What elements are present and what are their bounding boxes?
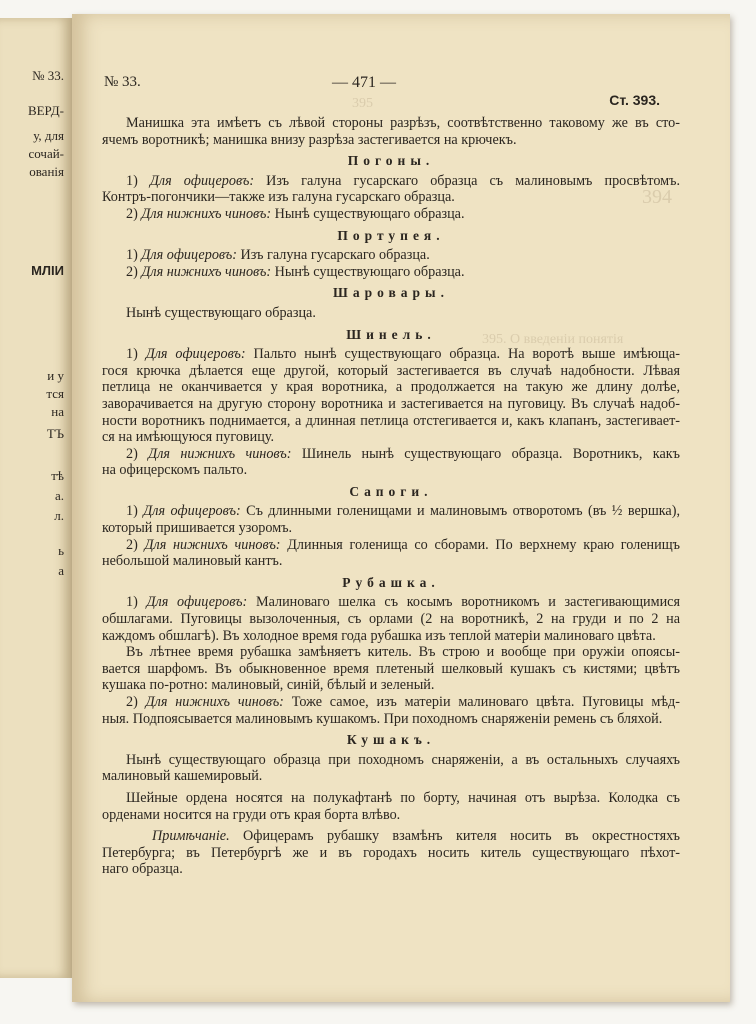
text-line [102,677,680,694]
item-label: Для нижнихъ чиновъ: [141,263,272,280]
text-line [102,553,680,570]
paragraph [102,446,680,479]
section-heading: Сапоги. [349,483,433,499]
facing-page-line: сочай- [28,146,64,161]
line-text: Въ лѣтнее время рубашка замѣняетъ китель. Въ строю и вообще при оружіи опоясы- [126,644,680,661]
line-text: заворачивается на другую сторону воротника и застегивается на пуговицу. Въ случаѣ надоб- [102,395,680,412]
line-text: Нынѣ существующаго образца. [271,263,465,280]
facing-page-line: ь [58,543,64,558]
item-number: 1) [126,594,147,611]
paragraph [102,173,680,206]
facing-page-line: ованія [29,164,64,179]
paragraph [102,115,680,148]
section [102,575,680,727]
item-number: 1) [126,172,150,189]
facing-page-line: л. [54,508,64,523]
paragraph [102,247,680,264]
line-text: Нынѣ существующаго образца. [126,304,316,321]
line-text: ся на имѣющуюся пуговицу. [102,429,275,446]
line-text: небольшой малиновый кантъ. [102,553,283,570]
section [102,327,680,479]
item-label: Для офицеровъ: [146,594,248,611]
text-line [102,807,680,824]
paragraph [102,346,680,446]
section-heading: Кушакъ. [346,732,436,748]
line-text: Изъ галуна гусарскаго образца съ малиновымъ просвѣтомъ. [254,172,681,189]
text-line [102,206,680,223]
line-text: Малиноваго шелка съ косымъ воротникомъ и застегивающимися [247,594,680,611]
text-line [102,247,680,264]
section-heading: Портупея. [337,227,445,243]
paragraph [102,594,680,644]
line-text: малиновый кашемировый. [102,768,263,785]
text-line [102,173,680,190]
facing-page-line: ВЕРД- [27,103,64,118]
text-line [102,264,680,281]
text-line [102,861,680,878]
line-text: Тоже самое, изъ матеріи малиноваго цвѣта. Пуговицы мѣд- [283,694,680,710]
facing-page-line: МЛІИ [31,263,64,278]
item-label: Для нижнихъ чиновъ: [141,205,272,222]
line-text: Шейные ордена носятся на полукафтанѣ по борту, начиная отъ вырѣза. Колодка съ [126,789,680,806]
text-line [102,132,680,149]
line-text: кушака по-ротно: малиновый, синій, бѣлый и зеленый. [102,677,435,694]
line-text: ячемъ воротникѣ; манишка внизу разрѣза застегивается на крючекъ. [102,131,517,148]
bleed-through-text: 394 [642,186,672,208]
item-label: Для офицеровъ: [145,346,246,363]
text-line [102,363,680,380]
item-number: 2) [126,694,146,710]
text-line [102,828,680,845]
text-line [102,446,680,463]
text-line [102,644,680,661]
line-text: орденами носится на груди отъ края борта влѣво. [102,806,401,823]
paragraph [102,206,680,223]
line-text: Контръ-погончики—также изъ галуна гусарскаго образца. [102,189,455,206]
facing-page-line: а [58,563,64,578]
line-text: Петербурга; въ Петербургѣ же и въ городахъ носить китель существующаго пѣхот- [102,844,680,861]
line-text: обшлагами. Пуговицы вызолоченныя, съ орлами (2 на воротникѣ, 2 на груди и по 2 на [102,611,680,628]
line-text: Манишка эта имѣетъ съ лѣвой стороны разрѣзъ, соотвѣтственно таковому же въ сто- [126,115,680,131]
section-heading: Рубашка. [342,574,440,590]
text-line [102,413,680,430]
line-text: Пальто нынѣ существующаго образца. На воротѣ выше имѣюща- [245,346,681,363]
line-text: вается шарфомъ. Въ обыкновенное время плетеный шелковый кушакъ съ кистями; цвѣтъ [102,660,680,677]
paragraph [102,752,680,785]
text-line [102,711,680,728]
text-line [102,661,680,678]
facing-page-line: тся [46,386,64,401]
text-line [102,462,680,479]
text-line [102,628,680,645]
item-label: Для нижнихъ чиновъ: [148,445,292,462]
text-line [102,379,680,396]
line-text: Нынѣ существующаго образца. [271,205,465,222]
item-label: Для офицеровъ: [149,172,255,189]
facing-page-line: на [51,404,64,419]
section-heading: Погоны. [347,153,435,169]
text-line [102,115,680,132]
line-text: гося крючка дѣлается еще другой, который застегивается въ случаѣ надобности. Лѣвая [102,362,680,379]
facing-page-line: и у [47,368,64,383]
line-text: на офицерскомъ пальто. [102,462,248,479]
section [102,732,680,878]
item-label: Для нижнихъ чиновъ: [144,536,281,553]
item-number: 2) [126,205,142,222]
section [102,228,680,281]
text-line [102,611,680,628]
facing-page-line: ТЪ [46,426,64,441]
paragraph [102,503,680,536]
line-text: Нынѣ существующаго образца при походномъ снаряженіи, а въ остальныхъ случаяхъ [126,751,680,768]
bleed-through-text: 395. О введеніи понятія [482,332,624,347]
line-text: Длинныя голенища со сборами. По верхнему краю голенищъ [280,536,680,553]
bleed-through-text: 395 [352,96,373,111]
line-text: каждомъ обшлагѣ). Въ холодное время года рубашка изъ теплой матеріи малиноваго цвѣта. [102,627,656,644]
item-number: 2) [126,445,149,462]
body-text [102,115,680,878]
section [102,285,680,321]
text-line [102,752,680,769]
text-line [102,429,680,446]
item-label: Для офицеровъ: [141,247,237,264]
paragraph [102,694,680,727]
text-line [102,305,680,322]
facing-page-line: № 33. [32,68,64,83]
paragraph [102,537,680,570]
item-label: Для офицеровъ: [143,503,241,520]
text-line [102,594,680,611]
facing-page-line: у, для [33,128,64,143]
document-page [72,14,730,1002]
text-line [102,537,680,554]
text-line [102,396,680,413]
paragraph [102,264,680,281]
section-heading: Шаровары. [333,285,449,301]
text-line [102,845,680,862]
facing-page-edge [0,18,72,978]
text-line [102,346,680,363]
item-number: 1) [126,346,146,363]
line-text: Офицерамъ рубашку взамѣнъ кителя носить въ окрестностяхъ [229,828,680,845]
text-line [102,790,680,807]
paragraph [102,644,680,694]
item-number: 1) [126,503,144,520]
issue-number: № 33. [104,74,141,90]
note-paragraph [102,828,680,878]
section [102,484,680,570]
section-heading: Шинель. [346,326,436,342]
item-label: Для нижнихъ чиновъ: [145,694,284,710]
line-text: который пришивается узоромъ. [102,520,293,537]
page-number: — 471 — [332,74,396,91]
section [102,153,680,222]
text-line [102,189,680,206]
line-text: ности воротникъ поднимается, а длинная петлица отстегивается и, какъ клапанъ, застегивает- [102,412,680,429]
paragraph [102,790,680,823]
text-line [102,694,680,711]
item-number: 2) [126,263,142,280]
paragraph [102,305,680,322]
facing-page-line: а. [54,488,64,503]
facing-page-line: тѣ [51,468,64,483]
text-line [102,768,680,785]
item-number: 1) [126,247,142,264]
section [102,115,680,148]
item-label: Примѣчаніе. [152,828,230,845]
line-text: Съ длинными голенищами и малиновымъ отворотомъ (въ ½ вершка), [240,503,681,520]
article-number: Ст. 393. [609,92,660,108]
item-number: 2) [126,536,145,553]
line-text: петлица не оканчивается у края воротника, а продолжается на такую же длину долѣе, [102,379,680,396]
line-text: Шинель нынѣ существующаго образца. Воротникъ, какъ [291,445,680,462]
line-text: ныя. Подпоясывается малиновымъ кушакомъ. При походномъ снаряженіи ремень съ бляхой. [102,710,663,727]
text-line [102,520,680,537]
line-text: Изъ галуна гусарскаго образца. [236,247,430,264]
text-line [102,503,680,520]
line-text: наго образца. [102,861,183,878]
